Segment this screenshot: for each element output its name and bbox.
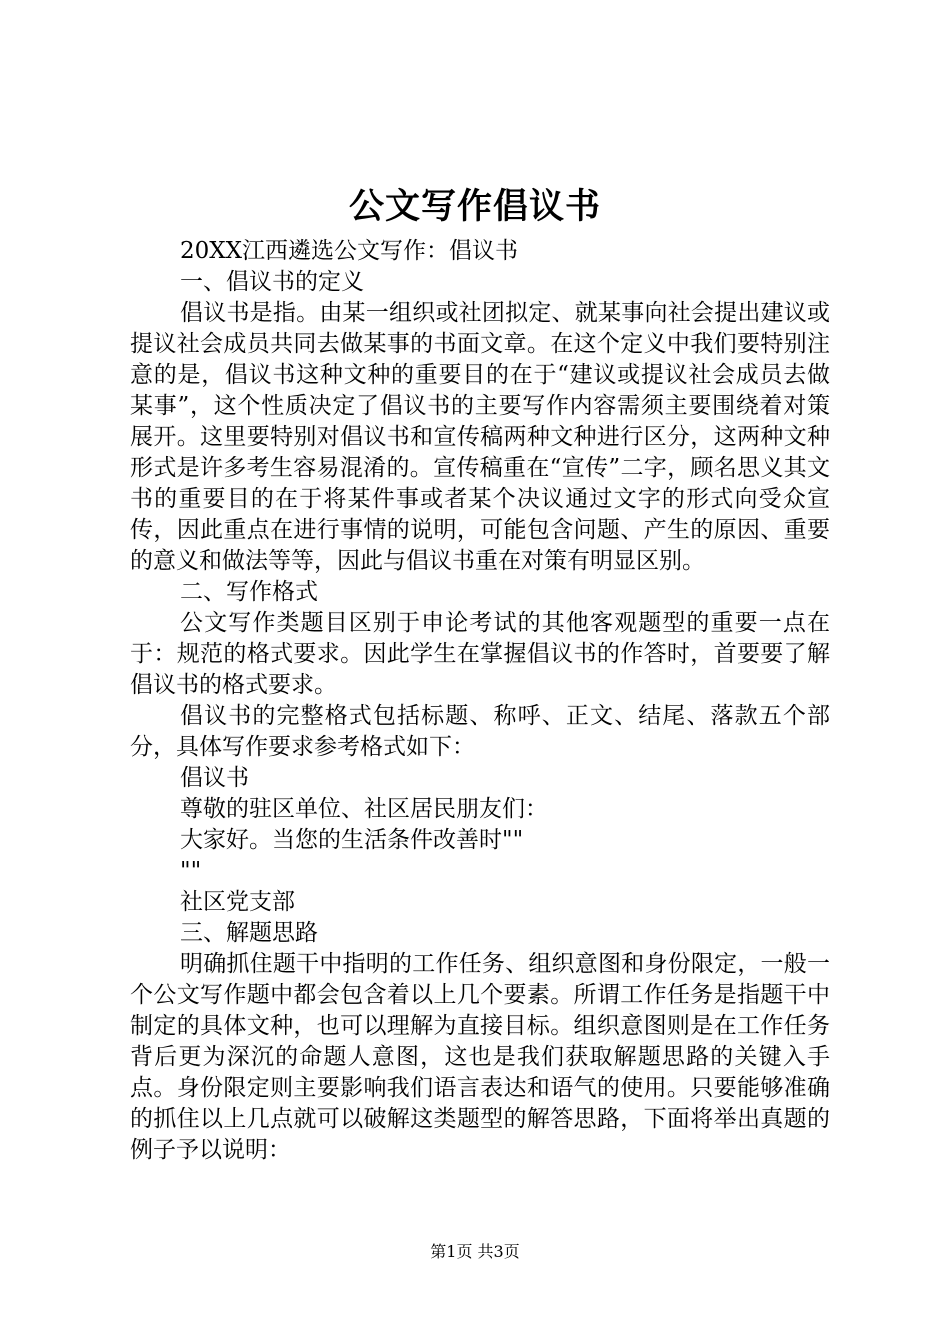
sample-salutation-line: 尊敬的驻区单位、社区居民朋友们： bbox=[180, 796, 548, 822]
subtitle-line: 20XX江西遴选公文写作：倡议书 bbox=[180, 238, 519, 264]
section-heading-format: 二、写作格式 bbox=[180, 579, 318, 605]
sample-signature-line: 社区党支部 bbox=[180, 889, 295, 915]
paragraph-format-intro: 公文写作类题目区别于申论考试的其他客观题型的重要一点在于：规范的格式要求。因此学生在掌握倡议书的作答时，首要要了解倡议书的格式要求。 bbox=[130, 610, 830, 698]
page-title: 公文写作倡议书 bbox=[348, 186, 601, 227]
page-footer: 第1页 共3页 bbox=[430, 1242, 520, 1261]
paragraph-approach: 明确抓住题干中指明的工作任务、组织意图和身份限定，一般一个公文写作题中都会包含着以上几个要素。所谓工作任务是指题干中制定的具体文种，也可以理解为直接目标。组织意图则是在工作任务背后更为深沉的命题人意图，这也是我们获取解题思路的关键入手点。身份限定则主要影响我们语言表达和语气的使用。只要能够准确的抓住以上几点就可以破解这类题型的解答思路，下面将举出真题的例子予以说明： bbox=[130, 951, 830, 1163]
paragraph-format-parts: 倡议书的完整格式包括标题、称呼、正文、结尾、落款五个部分，具体写作要求参考格式如下： bbox=[130, 703, 830, 760]
sample-body-line: 大家好。当您的生活条件改善时"" bbox=[180, 827, 524, 853]
section-heading-approach: 三、解题思路 bbox=[180, 920, 318, 946]
paragraph-definition: 倡议书是指。由某一组织或社团拟定、就某事向社会提出建议或提议社会成员共同去做某事的书面文章。在这个定义中我们要特别注意的是，倡议书这种文种的重要目的在于“建议或提议社会成员去做某事”，这个性质决定了倡议书的主要写作内容需须主要围绕着对策展开。这里要特别对倡议书和宣传稿两种文种进行区分，这两种文种形式是许多考生容易混淆的。宣传稿重在“宣传”二字，顾名思义其文书的重要目的在于将某件事或者某个决议通过文字的形式向受众宣传，因此重点在进行事情的说明，可能包含问题、产生的原因、重要的意义和做法等等，因此与倡议书重在对策有明显区别。 bbox=[130, 300, 830, 574]
document-body bbox=[130, 236, 830, 1166]
section-heading-definition: 一、倡议书的定义 bbox=[180, 269, 364, 295]
sample-title-line: 倡议书 bbox=[180, 765, 249, 791]
sample-quote-line: "" bbox=[180, 858, 202, 884]
